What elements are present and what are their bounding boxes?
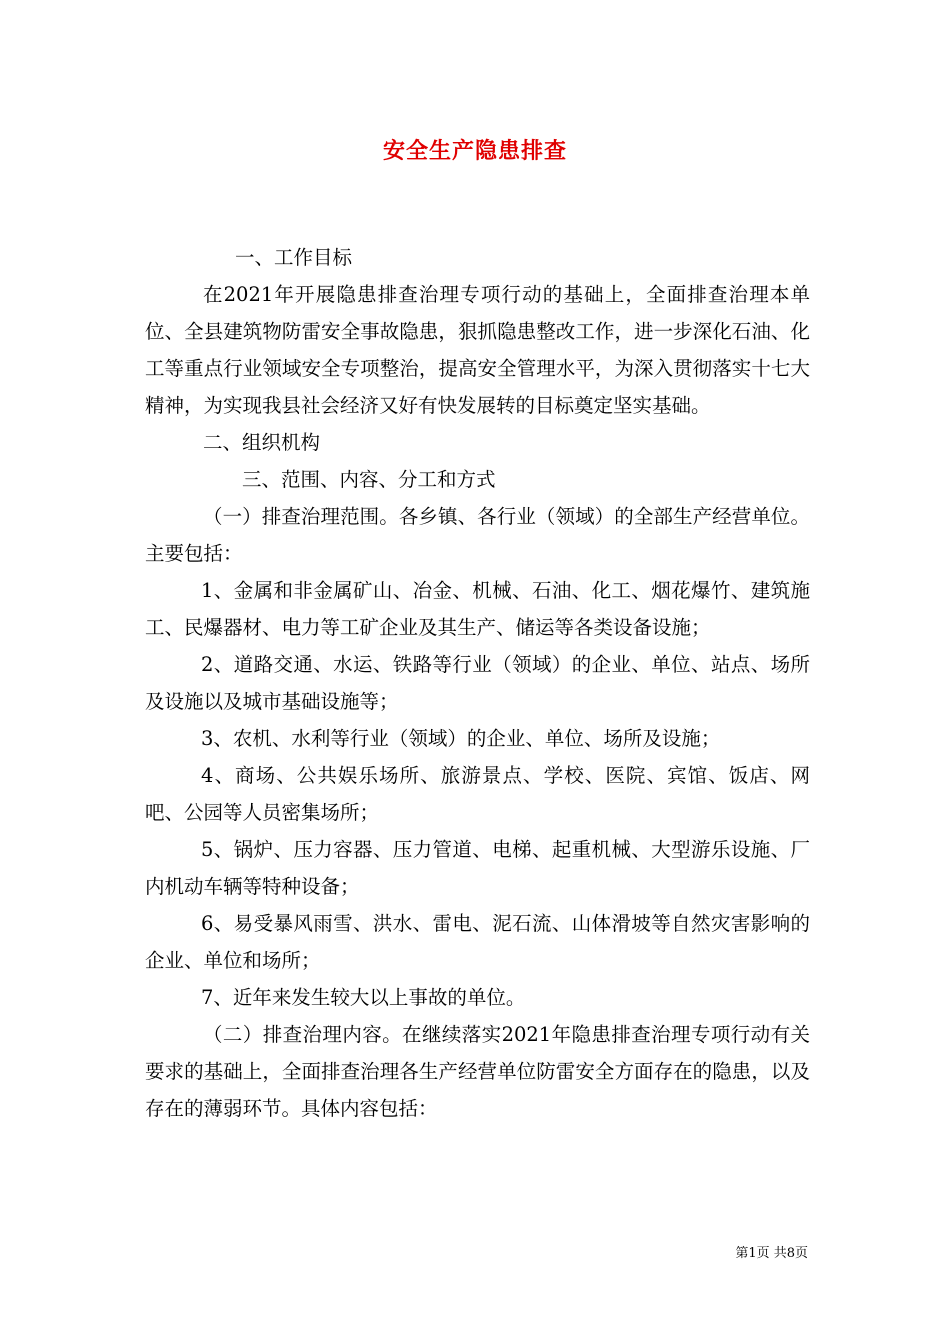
heading-scope: 三、范围、内容、分工和方式 — [242, 468, 496, 491]
document-body — [145, 239, 810, 1127]
paragraph-content-intro: （二）排查治理内容。在继续落实2021年隐患排查治理专项行动有关要求的基础上，全面排查治理各生产经营单位防雷安全方面存在的隐患，以及存在的薄弱环节。具体内容包括： — [145, 1023, 810, 1120]
list-item-3: 3、农机、水利等行业（领域）的企业、单位、场所及设施； — [201, 727, 721, 750]
heading-organization: 二、组织机构 — [203, 431, 321, 454]
list-item-7: 7、近年来发生较大以上事故的单位。 — [201, 986, 526, 1009]
paragraph-scope-intro: （一）排查治理范围。各乡镇、各行业（领域）的全部生产经营单位。主要包括： — [145, 505, 810, 565]
page-number: 第1页 共8页 — [735, 1246, 808, 1261]
document-title: 安全生产隐患排查 — [382, 138, 567, 164]
heading-work-goal: 一、工作目标 — [235, 246, 353, 269]
list-item-5: 5、锅炉、压力容器、压力管道、电梯、起重机械、大型游乐设施、厂内机动车辆等特种设备； — [145, 838, 810, 898]
paragraph-work-goal: 在2021年开展隐患排查治理专项行动的基础上，全面排查治理本单位、全县建筑物防雷安全事故隐患，狠抓隐患整改工作，进一步深化石油、化工等重点行业领域安全专项整治，提高安全管理水平，为深入贯彻落实十七大精神，为实现我县社会经济又好有快发展转的目标奠定坚实基础。 — [145, 283, 810, 417]
list-item-4: 4、商场、公共娱乐场所、旅游景点、学校、医院、宾馆、饭店、网吧、公园等人员密集场所； — [145, 764, 810, 824]
list-item-6: 6、易受暴风雨雪、洪水、雷电、泥石流、山体滑坡等自然灾害影响的企业、单位和场所； — [145, 912, 810, 972]
list-item-2: 2、道路交通、水运、铁路等行业（领域）的企业、单位、站点、场所及设施以及城市基础设施等； — [145, 653, 810, 713]
list-item-1: 1、金属和非金属矿山、冶金、机械、石油、化工、烟花爆竹、建筑施工、民爆器材、电力等工矿企业及其生产、储运等各类设备设施； — [145, 579, 810, 639]
